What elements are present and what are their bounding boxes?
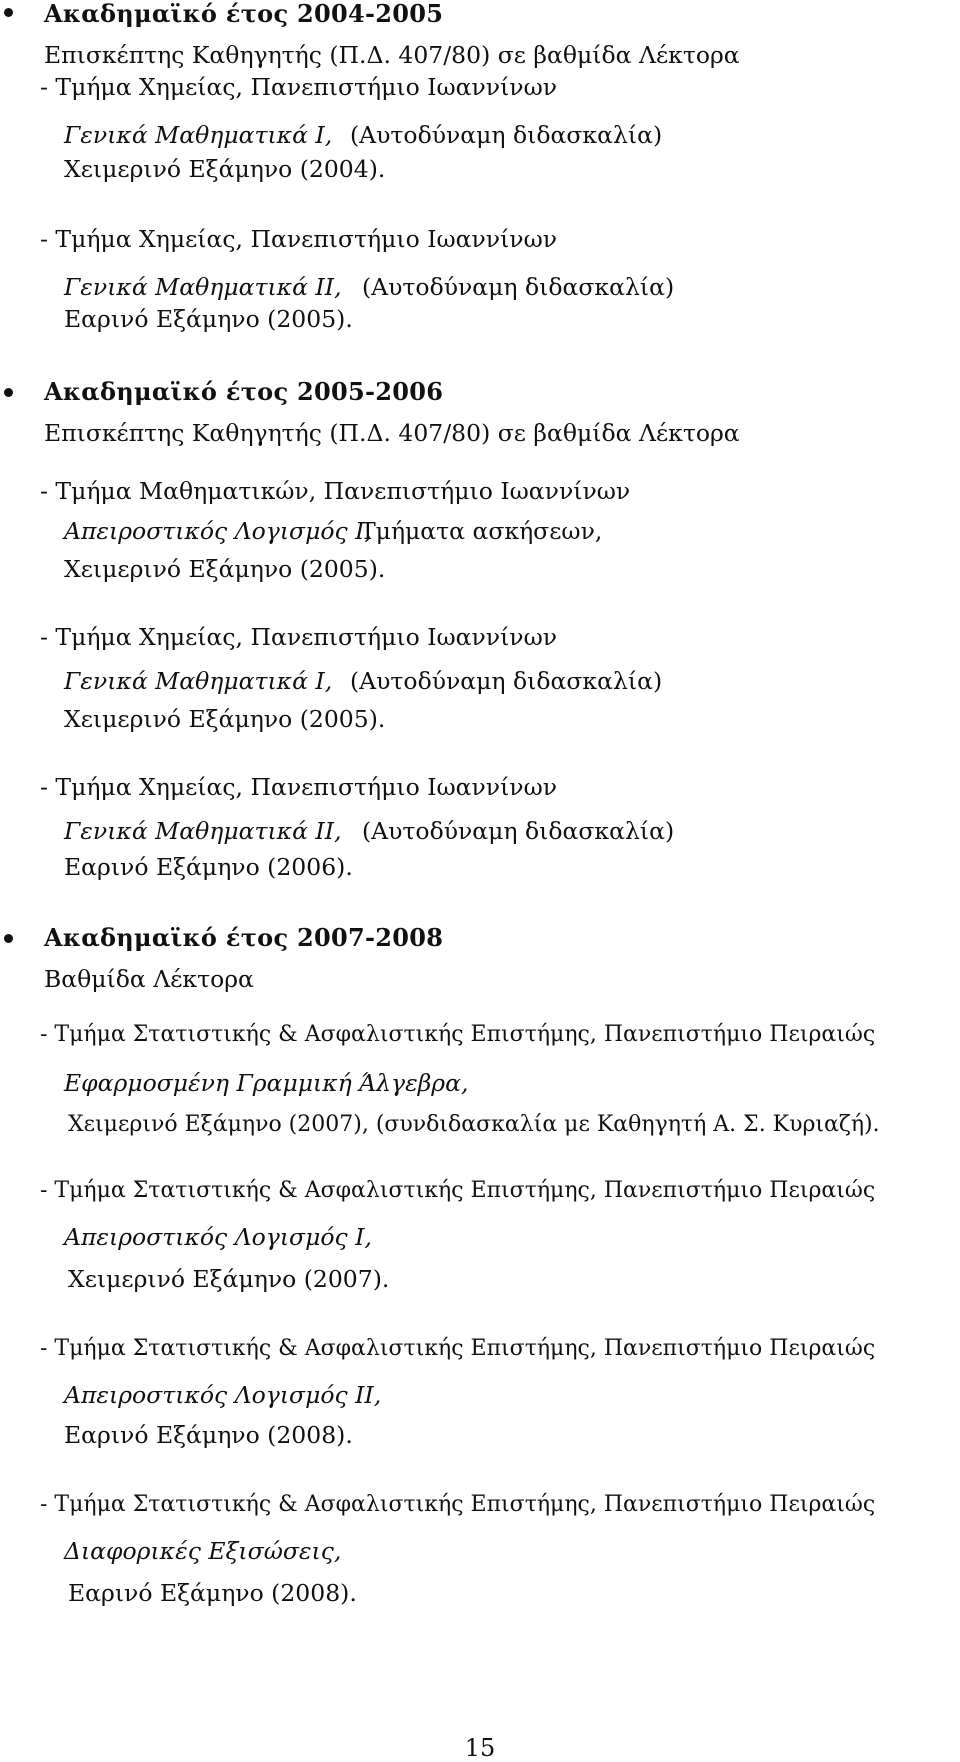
department-text: - Τμήμα Στατιστικής & Ασφαλιστικής Επιστήμης, Πανεπιστήμιο Πειραιώς: [40, 1492, 876, 1517]
course-title: Διαφορικές Εξισώσεις,: [64, 1537, 342, 1565]
course-note: Τμήματα ασκήσεων,: [360, 517, 603, 545]
department-text: - Τμήμα Στατιστικής & Ασφαλιστικής Επιστήμης, Πανεπιστήμιο Πειραιώς: [40, 1178, 876, 1203]
position-text: Επισκέπτης Καθηγητής (Π.Δ. 407/80) σε βαθμίδα Λέκτορα: [44, 41, 740, 69]
course-note: (Αυτοδύναμη διδασκαλία): [350, 121, 663, 149]
semester-text: Εαρινό Εξάμηνο (2006).: [64, 853, 353, 881]
bullet-icon: [4, 8, 13, 17]
course-title: Γενικά Μαθηματικά Ι,: [64, 667, 333, 695]
course-title: Γενικά Μαθηματικά Ι,: [64, 121, 333, 149]
semester-text: Εαρινό Εξάμηνο (2008).: [64, 1421, 353, 1449]
semester-text: Χειμερινό Εξάμηνο (2007), (συνδιδασκαλία με Καθηγητή Α. Σ. Κυριαζή).: [68, 1112, 880, 1137]
department-text: - Τμήμα Χημείας, Πανεπιστήμιο Ιωαννίνων: [40, 773, 558, 801]
course-note: (Αυτοδύναμη διδασκαλία): [362, 273, 675, 301]
page-number: 15: [464, 1734, 496, 1762]
department-text: - Τμήμα Στατιστικής & Ασφαλιστικής Επιστήμης, Πανεπιστήμιο Πειραιώς: [40, 1336, 876, 1361]
section-heading: Ακαδημαϊκό έτος 2007-2008: [44, 923, 444, 952]
course-title: Εφαρμοσμένη Γραμμική Άλγεβρα,: [64, 1069, 469, 1097]
course-title: Γενικά Μαθηματικά ΙΙ,: [64, 817, 342, 845]
semester-text: Εαρινό Εξάμηνο (2005).: [64, 305, 353, 333]
semester-text: Εαρινό Εξάμηνο (2008).: [68, 1579, 357, 1607]
semester-text: Χειμερινό Εξάμηνο (2005).: [64, 705, 386, 733]
semester-text: Χειμερινό Εξάμηνο (2004).: [64, 155, 386, 183]
course-title: Απειροστικός Λογισμός Ι,: [64, 1223, 372, 1251]
department-text: - Τμήμα Χημείας, Πανεπιστήμιο Ιωαννίνων: [40, 73, 558, 101]
department-text: - Τμήμα Στατιστικής & Ασφαλιστικής Επιστήμης, Πανεπιστήμιο Πειραιώς: [40, 1022, 876, 1047]
section-heading: Ακαδημαϊκό έτος 2004-2005: [44, 0, 444, 28]
course-note: (Αυτοδύναμη διδασκαλία): [350, 667, 663, 695]
department-text: - Τμήμα Χημείας, Πανεπιστήμιο Ιωαννίνων: [40, 623, 558, 651]
course-title: Απειροστικός Λογισμός ΙΙ,: [64, 1381, 382, 1409]
semester-text: Χειμερινό Εξάμηνο (2005).: [64, 555, 386, 583]
course-title: Απειροστικός Λογισμός Ι,: [64, 517, 372, 545]
course-note: (Αυτοδύναμη διδασκαλία): [362, 817, 675, 845]
position-text: Επισκέπτης Καθηγητής (Π.Δ. 407/80) σε βαθμίδα Λέκτορα: [44, 419, 740, 447]
course-title: Γενικά Μαθηματικά ΙΙ,: [64, 273, 342, 301]
semester-text: Χειμερινό Εξάμηνο (2007).: [68, 1265, 390, 1293]
section-heading: Ακαδημαϊκό έτος 2005-2006: [44, 377, 444, 406]
bullet-icon: [4, 934, 13, 943]
department-text: - Τμήμα Χημείας, Πανεπιστήμιο Ιωαννίνων: [40, 225, 558, 253]
department-text: - Τμήμα Μαθηματικών, Πανεπιστήμιο Ιωαννίνων: [40, 477, 631, 505]
bullet-icon: [4, 388, 13, 397]
position-text: Βαθμίδα Λέκτορα: [44, 965, 254, 993]
